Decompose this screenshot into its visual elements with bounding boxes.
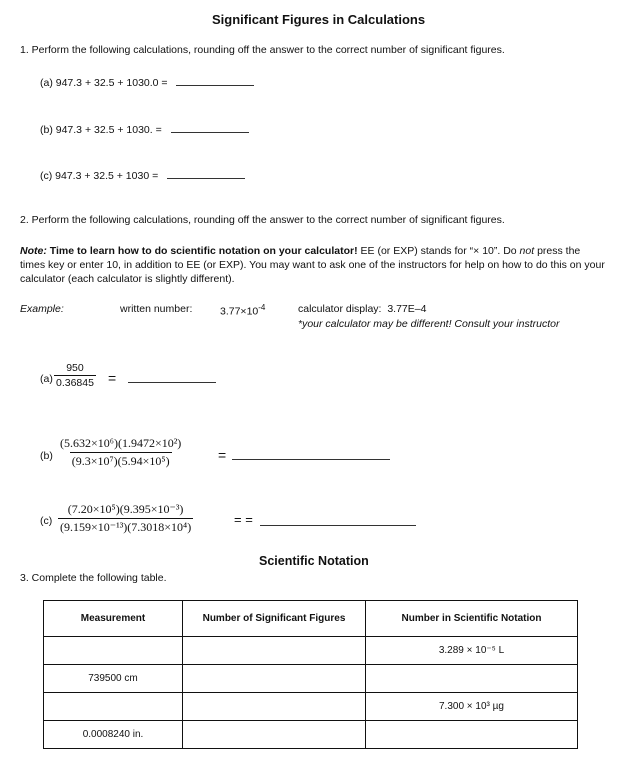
header-sig-figs: Number of Significant Figures: [183, 601, 366, 637]
cell-sig-figs[interactable]: [183, 665, 366, 693]
q2-a-answer-blank[interactable]: [128, 372, 216, 383]
written-value-exp: -4: [258, 303, 266, 312]
q1-b-answer-blank[interactable]: [171, 122, 249, 133]
table-header-row: [44, 601, 578, 637]
written-value-base: 3.77×10: [220, 305, 259, 318]
cell-measurement[interactable]: [44, 637, 183, 665]
example-label: Example:: [20, 303, 64, 315]
cell-sci-notation: 7.300 × 10³ µg: [366, 693, 578, 721]
q2-c-fraction: [58, 502, 193, 535]
q3-prompt: 3. Complete the following table.: [20, 572, 167, 584]
table-row: [44, 693, 578, 721]
cell-sci-notation: 3.289 × 10⁻⁵ L: [366, 637, 578, 665]
q2-a-denominator: 0.36845: [56, 377, 94, 389]
q2-a-equals: =: [108, 370, 117, 386]
page-title: Significant Figures in Calculations: [212, 12, 426, 27]
cell-measurement: 739500 cm: [44, 665, 183, 693]
written-value: [220, 303, 265, 318]
cell-sci-notation[interactable]: [366, 721, 578, 749]
q2-b-numerator: (5.632×10⁶)(1.9472×10²): [60, 436, 182, 450]
q2-c-answer-blank[interactable]: [260, 515, 416, 526]
q1-c: [40, 168, 245, 182]
q1-c-answer-blank[interactable]: [167, 168, 245, 179]
q2-c-label: (c): [40, 515, 53, 527]
q2-a-numerator: 950: [66, 362, 84, 374]
cell-measurement[interactable]: [44, 693, 183, 721]
table-row: [44, 637, 578, 665]
q1-c-text: (c) 947.3 + 32.5 + 1030 =: [40, 170, 159, 182]
q1-b-text: (b) 947.3 + 32.5 + 1030. =: [40, 124, 162, 136]
display-note: *your calculator may be different! Consult your instructor: [298, 318, 560, 330]
display-line: [298, 303, 426, 315]
cell-sig-figs[interactable]: [183, 721, 366, 749]
q2-a-fraction: [54, 362, 96, 389]
q2-b-denominator: (9.3×10⁷)(5.94×10⁵): [71, 454, 170, 468]
display-value: 3.77E–4: [387, 303, 427, 315]
table-row: [44, 721, 578, 749]
section-title-scientific-notation: Scientific Notation: [259, 554, 369, 568]
q2-b-equals: =: [218, 447, 227, 463]
cell-sig-figs[interactable]: [183, 637, 366, 665]
cell-sci-notation[interactable]: [366, 665, 578, 693]
q1-prompt: 1. Perform the following calculations, rounding off the answer to the correct number of significant figures.: [20, 44, 505, 56]
q2-prompt: 2. Perform the following calculations, rounding off the answer to the correct number of significant figures.: [20, 214, 505, 226]
table-row: [44, 665, 578, 693]
note-label: Note:: [20, 245, 47, 257]
note-text-2: press the times key or enter 10, in addition to EE (or EXP). You may want to ask one of the instructors for help on how to do this on your calculator (each calculator is slightly different).: [20, 245, 605, 285]
q2-b-label: (b): [40, 450, 53, 462]
note-bold-text: Time to learn how to do scientific notation on your calculator!: [49, 245, 358, 257]
q2-b-fraction: [58, 436, 183, 469]
header-measurement: Measurement: [44, 601, 183, 637]
note-not: not: [519, 245, 535, 257]
q2-c-numerator: (7.20×10⁵)(9.395×10⁻³): [67, 502, 184, 516]
sig-fig-table: [43, 600, 578, 749]
q2-a-label: (a): [40, 373, 53, 385]
cell-sig-figs[interactable]: [183, 693, 366, 721]
q2-b-answer-blank[interactable]: [232, 449, 390, 460]
q1-b: [40, 122, 249, 136]
cell-measurement: 0.0008240 in.: [44, 721, 183, 749]
q2-note: [20, 244, 608, 286]
q1-a-answer-blank[interactable]: [176, 75, 254, 86]
written-label: written number:: [120, 303, 193, 315]
q1-a-text: (a) 947.3 + 32.5 + 1030.0 =: [40, 77, 168, 89]
q2-c-equals: = =: [234, 512, 253, 527]
q2-c-denominator: (9.159×10⁻¹³)(7.3018×10⁴): [60, 520, 192, 534]
note-text-1: EE (or EXP) stands for “× 10”. Do: [357, 245, 520, 257]
display-label: calculator display:: [298, 303, 382, 315]
header-scientific-notation: Number in Scientific Notation: [366, 601, 578, 637]
q1-a: [40, 75, 254, 89]
